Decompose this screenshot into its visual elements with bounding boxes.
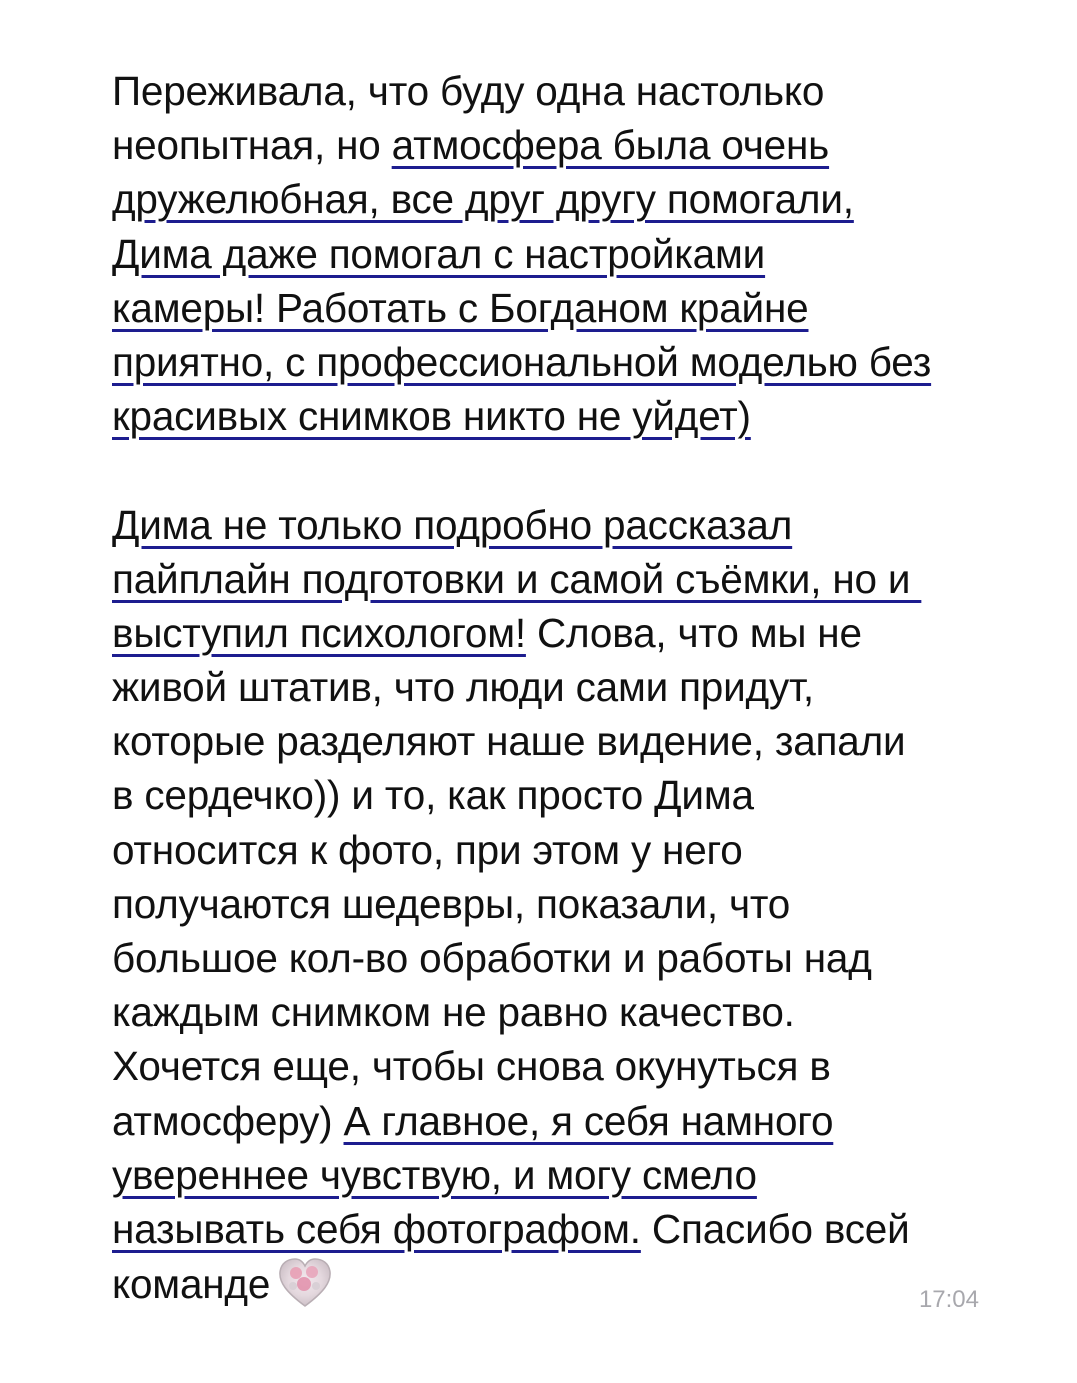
message-line	[112, 1256, 1012, 1310]
message-line	[112, 172, 1012, 226]
message-line	[112, 931, 1012, 985]
highlighted-text: красивых снимков никто не уйдет)	[112, 393, 751, 440]
message-timestamp: 17:04	[918, 1286, 979, 1313]
message-line	[112, 118, 1012, 172]
text-segment: Хочется еще, чтобы снова окунуться в	[112, 1043, 831, 1090]
heart-emoji-icon	[276, 1256, 334, 1310]
highlighted-text: А главное, я себя намного	[343, 1097, 834, 1144]
message-line	[112, 335, 1012, 389]
text-segment: большое кол-во обработки и работы над	[112, 935, 872, 981]
paragraph-gap	[112, 443, 1012, 497]
message-line	[112, 660, 1012, 714]
highlighted-text: пайплайн подготовки и самой съёмки, но и	[112, 555, 922, 602]
highlighted-text: атмосфера была очень	[391, 122, 830, 169]
highlighted-text: называть себя фотографом.	[112, 1205, 641, 1252]
message-line	[112, 64, 1012, 118]
text-segment: в сердечко)) и то, как просто Дима	[112, 772, 754, 819]
message-line	[112, 552, 1012, 606]
highlighted-text: камеры! Работать с Богданом крайне	[112, 284, 809, 331]
message-line	[112, 606, 1012, 660]
message-line	[112, 1148, 1012, 1202]
message-line	[112, 498, 1012, 552]
message-line	[112, 985, 1012, 1039]
text-segment: получаются шедевры, показали, что	[112, 880, 791, 927]
text-segment: Переживала, что буду одна настолько	[112, 68, 825, 114]
message-line	[112, 877, 1012, 931]
text-segment: Спасибо всей	[640, 1205, 910, 1252]
message-line	[112, 823, 1012, 877]
highlighted-text: приятно, с профессиональной моделью без	[112, 338, 932, 385]
highlighted-text: Дима даже помогал с настройками	[112, 230, 766, 277]
message-line	[112, 1202, 1012, 1256]
text-segment: атмосферу)	[112, 1097, 344, 1144]
message-line	[112, 389, 1012, 443]
text-segment: которые разделяют наше видение, запали	[112, 718, 906, 765]
text-segment: команде	[112, 1261, 271, 1308]
message-text	[112, 64, 1012, 1310]
highlighted-text: увереннее чувствую, и могу смело	[112, 1151, 757, 1198]
highlighted-text: дружелюбная, все друг другу помогали,	[112, 176, 854, 223]
message-line	[112, 1039, 1012, 1093]
message-line	[112, 714, 1012, 768]
message-line	[112, 227, 1012, 281]
text-segment: каждым снимком не равно качество.	[112, 989, 795, 1036]
text-segment: живой штатив, что люди сами придут,	[112, 664, 814, 711]
message-line	[112, 281, 1012, 335]
text-segment: относится к фото, при этом у него	[112, 826, 743, 873]
text-segment: Слова, что мы не	[525, 609, 862, 656]
message-line	[112, 768, 1012, 822]
message-line	[112, 1094, 1012, 1148]
text-segment: неопытная, но	[112, 122, 392, 169]
highlighted-text: выступил психологом!	[112, 609, 526, 656]
highlighted-text: Дима не только подробно рассказал	[112, 501, 793, 548]
